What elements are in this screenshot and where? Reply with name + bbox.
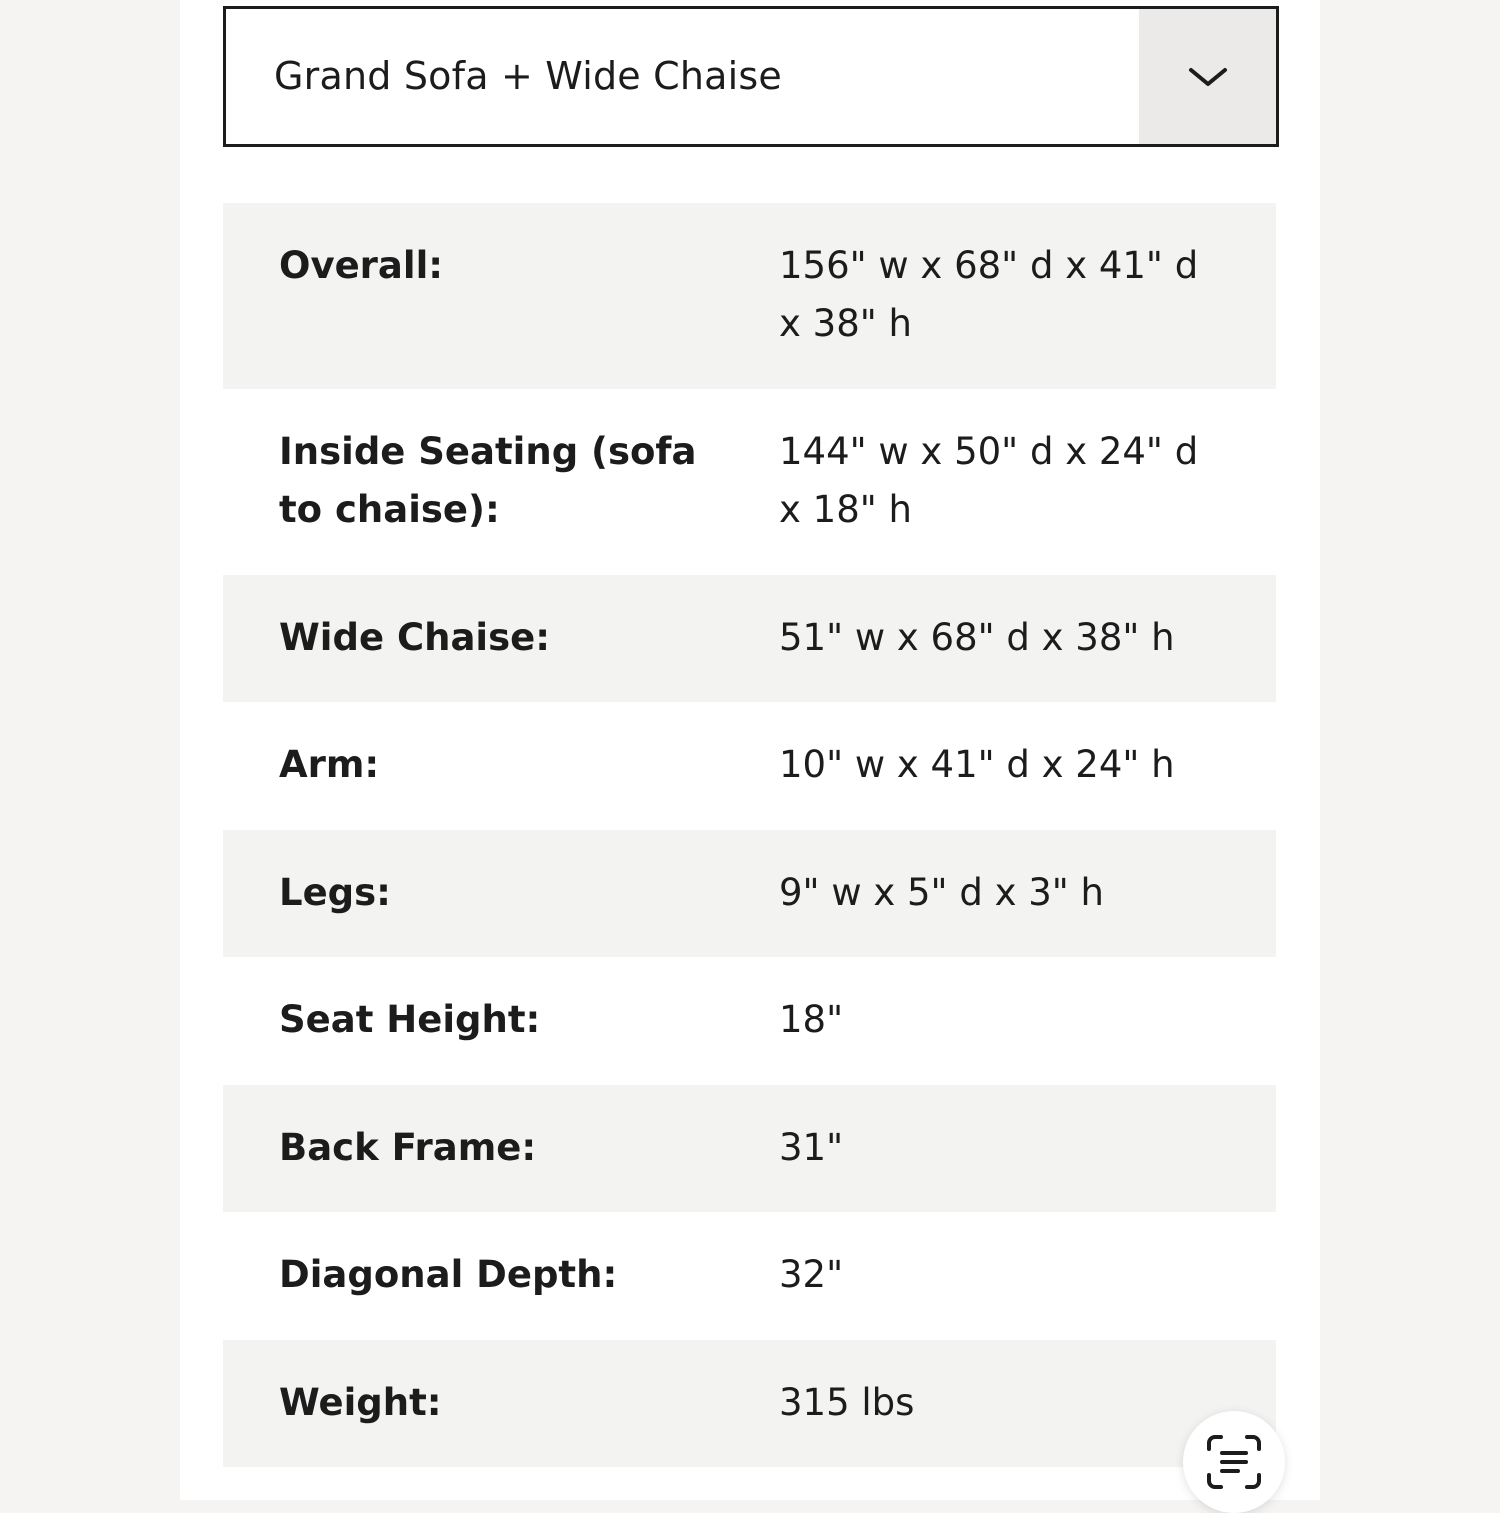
spec-row-weight [223,1340,1276,1467]
text-scan-icon [1205,1433,1263,1491]
spec-row-arm [223,702,1276,830]
spec-value: 10" w x 41" d x 24" h [779,743,1175,786]
spec-label: Diagonal Depth: [279,1253,618,1296]
select-toggle[interactable] [1139,9,1276,144]
dimensions-table [223,203,1276,1467]
spec-row-inside-seating [223,389,1276,575]
spec-value: 315 lbs [779,1381,915,1424]
spec-value: 31" [779,1126,844,1169]
spec-value: 18" [779,998,844,1041]
spec-label: Legs: [279,871,391,914]
spec-value: 32" [779,1253,844,1296]
configuration-select-value: Grand Sofa + Wide Chaise [274,54,782,98]
spec-label: Wide Chaise: [279,616,551,659]
text-scan-button[interactable] [1183,1411,1285,1513]
spec-label: Seat Height: [279,998,541,1041]
spec-value: 144" w x 50" d x 24" d x 18" h [779,430,1199,531]
spec-value: 9" w x 5" d x 3" h [779,871,1104,914]
configuration-select[interactable] [223,6,1279,147]
spec-label: Weight: [279,1381,442,1424]
spec-row-wide-chaise [223,575,1276,702]
chevron-down-icon [1188,65,1228,89]
spec-row-overall [223,203,1276,389]
spec-row-back-frame [223,1085,1276,1212]
spec-value: 51" w x 68" d x 38" h [779,616,1175,659]
product-dimensions-panel [180,0,1320,1500]
spec-value: 156" w x 68" d x 41" d x 38" h [779,244,1199,345]
spec-row-seat-height [223,957,1276,1085]
spec-row-legs [223,830,1276,957]
spec-label: Inside Seating (sofa to chaise): [279,430,697,531]
spec-label: Arm: [279,743,380,786]
spec-row-diagonal-depth [223,1212,1276,1340]
spec-label: Back Frame: [279,1126,537,1169]
spec-label: Overall: [279,244,444,287]
